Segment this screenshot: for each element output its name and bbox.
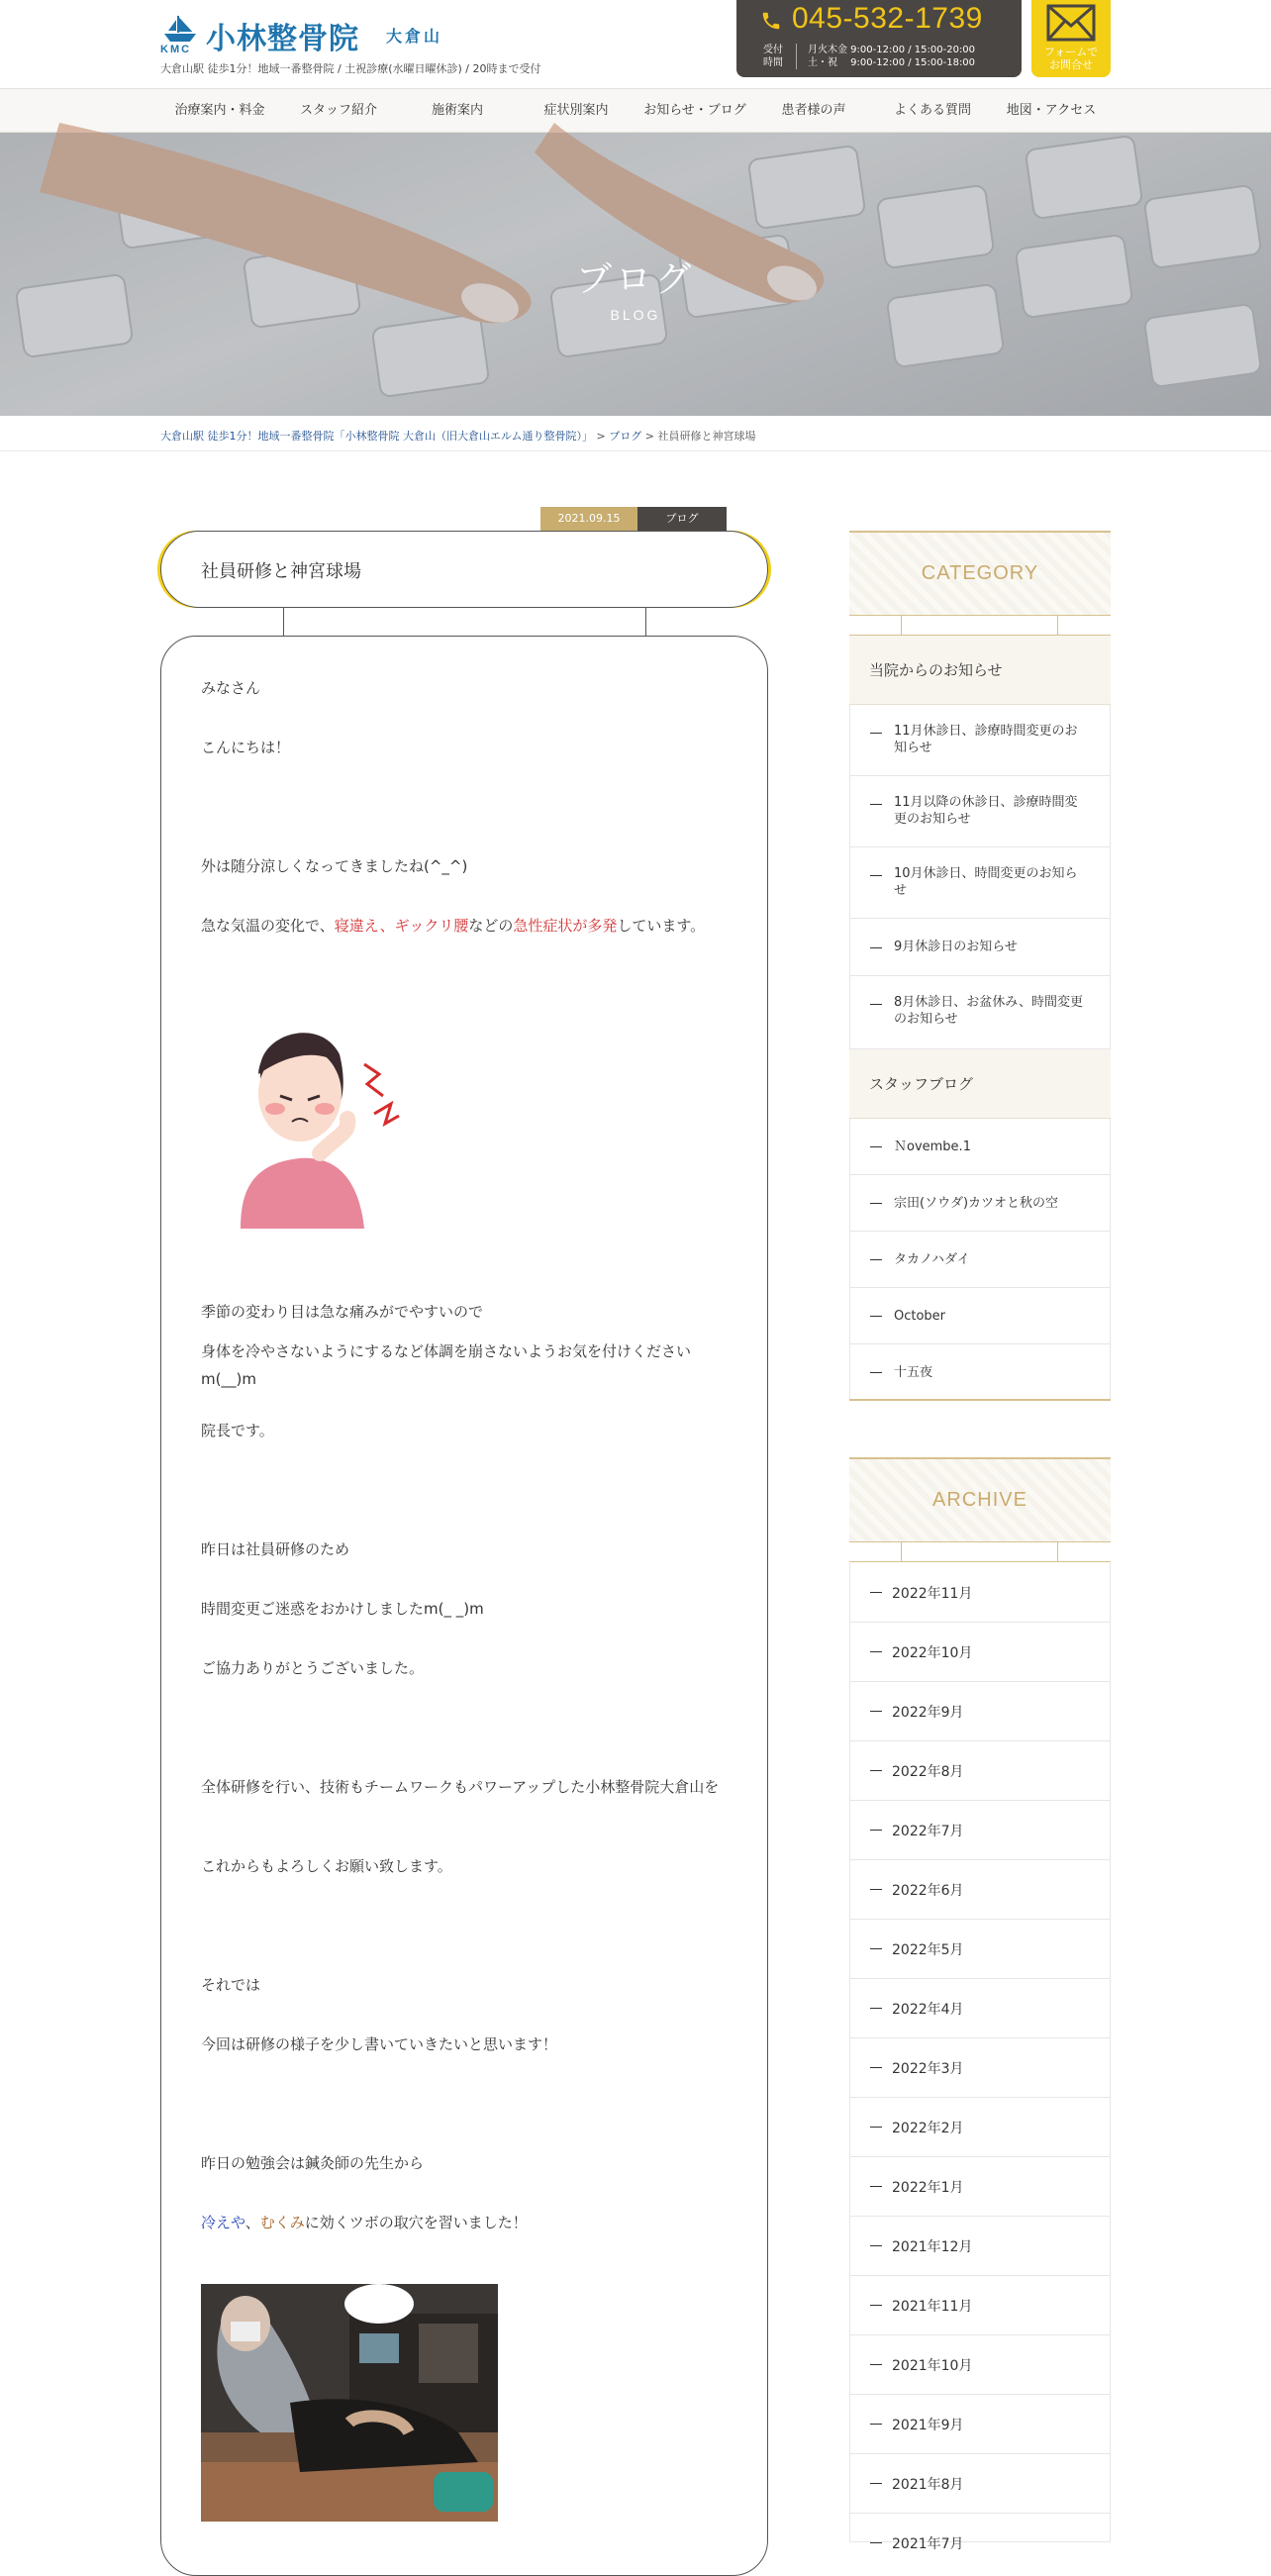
site-logo[interactable]: [160, 14, 457, 57]
post-category-badge[interactable]: ブログ: [637, 507, 727, 531]
nav-item-staff[interactable]: スタッフ紹介: [299, 103, 377, 118]
nav-item-news-blog[interactable]: お知らせ・ブログ: [643, 103, 746, 118]
nav-item-faq[interactable]: よくある質問: [893, 103, 971, 118]
logo-place: 大倉山: [386, 27, 443, 46]
sidebar-post-link[interactable]: [849, 1344, 1111, 1401]
sidebar-post-link[interactable]: [849, 976, 1111, 1049]
text-segment: などの: [468, 917, 514, 935]
decor-tick: [901, 616, 902, 636]
dash-icon: [870, 733, 882, 734]
main-nav: [0, 88, 1271, 133]
highlight-brown: むくみ: [259, 2214, 305, 2231]
archive-link[interactable]: [849, 2098, 1111, 2157]
dash-icon: [870, 1889, 882, 1890]
archive-link[interactable]: [849, 1623, 1111, 1682]
dash-icon: [870, 2067, 882, 2068]
nav-item-symptoms[interactable]: 症状別案内: [543, 103, 609, 118]
highlight-red: 寝違え: [334, 917, 380, 935]
hours-label: [758, 44, 788, 69]
dash-icon: [870, 1004, 882, 1005]
category-heading-decoration: [849, 616, 1111, 636]
sidebar-post-title: 11月以降の休診日、診療時間変更のお知らせ: [894, 795, 1078, 827]
phone-number[interactable]: 045-532-1739: [792, 2, 983, 35]
nav-item-access[interactable]: 地図・アクセス: [1006, 103, 1097, 118]
breadcrumb-home[interactable]: 大倉山駅 徒歩1分！地域一番整骨院「小林整骨院 大倉山（旧大倉山エルム通り整骨院）」: [160, 430, 594, 443]
dash-icon: [870, 1372, 882, 1373]
text-segment: に効くツボの取穴を習いました！: [304, 2214, 528, 2231]
post-paragraph: 季節の変わり目は急な痛みがでやすいので: [201, 1303, 484, 1321]
archive-label: 2022年11月: [892, 1586, 973, 1602]
archive-label: 2022年7月: [892, 1824, 964, 1839]
dash-icon: [870, 1948, 882, 1949]
archive-link[interactable]: [849, 1979, 1111, 2038]
post-title: 社員研修と神宮球場: [201, 561, 361, 582]
breadcrumb-current: 社員研修と神宮球場: [657, 430, 756, 443]
archive-link[interactable]: [849, 2395, 1111, 2454]
mail-icon: [1046, 4, 1096, 42]
post-paragraph: 時間変更ご迷惑をおかけしましたm(_ _)m: [201, 1600, 484, 1618]
phone-icon: [760, 10, 782, 32]
archive-label: 2021年8月: [892, 2477, 964, 2493]
archive-label: 2021年9月: [892, 2418, 964, 2433]
dash-icon: [870, 1203, 882, 1204]
dash-icon: [870, 1711, 882, 1712]
sidebar-post-title: Ｎovembe.1: [894, 1139, 971, 1154]
hours-label-line2: 時間: [763, 57, 783, 68]
sidebar-post-link[interactable]: [849, 847, 1111, 919]
archive-link[interactable]: [849, 2514, 1111, 2552]
archive-label: 2022年10月: [892, 1645, 973, 1661]
breadcrumb-blog[interactable]: ブログ: [609, 430, 642, 443]
sidebar-post-title: 十五夜: [894, 1365, 933, 1380]
category-group-notices[interactable]: 当院からのお知らせ: [849, 636, 1111, 705]
post-paragraph: [201, 2209, 735, 2236]
post-paragraph: 今回は研修の様子を少し書いていきたいと思います！: [201, 2035, 558, 2053]
logo-abbr: KMC: [160, 44, 192, 55]
archive-link[interactable]: [849, 2276, 1111, 2335]
post-paragraph: 昨日は社員研修のため: [201, 1540, 350, 1558]
form-label-line1: フォームで: [1043, 46, 1099, 58]
dash-icon: [870, 2245, 882, 2246]
text-segment: しています。: [617, 917, 706, 935]
decor-tick: [901, 1542, 902, 1562]
training-photo-image: [201, 2284, 498, 2522]
dash-icon: [870, 1146, 882, 1147]
dash-icon: [870, 2424, 882, 2425]
archive-link[interactable]: [849, 1741, 1111, 1801]
archive-label: 2022年4月: [892, 2002, 964, 2018]
highlight-blue: 冷えや: [201, 2214, 245, 2231]
archive-link[interactable]: [849, 2038, 1111, 2098]
sidebar-post-link[interactable]: [849, 919, 1111, 976]
sidebar-post-title: 10月休診日、時間変更のお知らせ: [894, 866, 1078, 898]
nav-item-procedures[interactable]: 施術案内: [431, 103, 483, 118]
dash-icon: [870, 1651, 882, 1652]
category-group-staff-blog[interactable]: スタッフブログ: [849, 1049, 1111, 1119]
dash-icon: [870, 1592, 882, 1593]
sidebar-post-link[interactable]: [849, 1175, 1111, 1232]
sidebar-post-link[interactable]: [849, 1119, 1111, 1175]
sidebar-post-link[interactable]: [849, 705, 1111, 776]
sidebar-post-title: 9月休診日のお知らせ: [894, 940, 1018, 954]
archive-link[interactable]: [849, 1860, 1111, 1920]
post-paragraph: 院長です。: [201, 1422, 274, 1439]
post-paragraph: 外は随分涼しくなってきましたね(^_^): [201, 857, 468, 875]
nav-item-voices[interactable]: 患者様の声: [781, 103, 846, 118]
decor-tick: [1057, 616, 1058, 636]
text-segment: 急な気温の変化で、: [201, 917, 335, 935]
category-heading: CATEGORY: [921, 562, 1039, 584]
highlight-red: 急性症状が多発: [513, 917, 618, 935]
post-paragraph: 昨日の勉強会は鍼灸師の先生から: [201, 2154, 425, 2172]
title-connector-left: [283, 608, 284, 636]
post-paragraph: これからもよろしくお願い致します。: [201, 1857, 452, 1875]
decor-tick: [1057, 1542, 1058, 1562]
sidebar-post-title: 宗田(ソウダ)カツオと秋の空: [894, 1196, 1059, 1211]
post-paragraph: 全体研修を行い、技術もチームワークもパワーアップした小林整骨院大倉山を: [201, 1778, 720, 1796]
dash-icon: [870, 875, 882, 876]
archive-link[interactable]: [849, 2157, 1111, 2217]
post-title-box: [160, 531, 768, 608]
highlight-red: ギックリ腰: [394, 917, 469, 935]
header-tagline: 大倉山駅 徒歩1分！地域一番整骨院 / 土祝診療(水曜日曜休診) / 20時まで受付: [160, 62, 541, 75]
dash-icon: [870, 947, 882, 948]
archive-label: 2022年2月: [892, 2121, 964, 2136]
dash-icon: [870, 2127, 882, 2128]
dash-icon: [870, 1830, 882, 1831]
title-connector-right: [645, 608, 646, 636]
post-body: [160, 636, 768, 2576]
archive-link[interactable]: [849, 2217, 1111, 2276]
archive-heading-box: [849, 1457, 1111, 1542]
logo-name: 小林整骨院: [206, 22, 359, 56]
archive-link[interactable]: [849, 2454, 1111, 2514]
dash-icon: [870, 2186, 882, 2187]
page-title: ブログ: [575, 259, 695, 300]
sidebar-post-title: October: [894, 1309, 946, 1324]
post-paragraph: [201, 912, 735, 940]
breadcrumb-sep: >: [641, 430, 658, 443]
hours-weekday: 月火木金 9:00-12:00 / 15:00-20:00: [808, 45, 976, 55]
post-paragraph: 身体を冷やさないようにするなど体調を崩さないようお気を付けください m(__)m: [201, 1342, 692, 1388]
dash-icon: [870, 2305, 882, 2306]
post-paragraph: それでは: [201, 1976, 261, 1994]
post-paragraph: みなさん: [201, 679, 261, 697]
archive-link[interactable]: [849, 2335, 1111, 2395]
archive-link[interactable]: [849, 1801, 1111, 1860]
hours-divider: [796, 44, 797, 69]
archive-label: 2021年10月: [892, 2358, 973, 2374]
archive-heading-decoration: [849, 1542, 1111, 1562]
hours-weekend: 土・祝 9:00-12:00 / 15:00-18:00: [808, 57, 976, 68]
dash-icon: [870, 1316, 882, 1317]
dash-icon: [870, 804, 882, 805]
post-paragraph: こんにちは！: [201, 739, 291, 756]
dash-icon: [870, 2483, 882, 2484]
sidebar-post-link[interactable]: [849, 1232, 1111, 1288]
archive-label: 2021年12月: [892, 2239, 973, 2255]
text-segment: 、: [244, 2214, 260, 2231]
neck-pain-illustration: [201, 1005, 409, 1229]
dash-icon: [870, 1770, 882, 1771]
sidebar-post-title: タカノハダイ: [894, 1252, 970, 1267]
post-paragraph: ご協力ありがとうございました。: [201, 1659, 425, 1677]
site-header: [0, 0, 1271, 87]
form-label-line2: お問合せ: [1049, 58, 1093, 71]
archive-label: 2022年9月: [892, 1705, 964, 1721]
archive-heading: ARCHIVE: [932, 1489, 1027, 1511]
sidebar-post-link[interactable]: [849, 776, 1111, 847]
nav-item-treatment-fees[interactable]: 治療案内・料金: [174, 103, 265, 118]
dash-icon: [870, 2364, 882, 2365]
archive-link[interactable]: [849, 1682, 1111, 1741]
archive-link[interactable]: [849, 1920, 1111, 1979]
sidebar-post-title: 11月休診日、診療時間変更のお知らせ: [894, 724, 1078, 755]
contact-form-button[interactable]: [1031, 0, 1111, 77]
archive-label: 2022年3月: [892, 2061, 964, 2077]
archive-label: 2021年7月: [892, 2536, 964, 2552]
hero-banner: [0, 133, 1271, 416]
archive-label: 2021年11月: [892, 2299, 973, 2315]
breadcrumb-sep: >: [593, 430, 610, 443]
archive-label: 2022年5月: [892, 1942, 964, 1958]
contact-form-label: [1031, 46, 1111, 71]
post-date: 2021.09.15: [540, 507, 637, 531]
dash-icon: [870, 1259, 882, 1260]
page-subtitle: BLOG: [610, 307, 661, 323]
hours-label-line1: 受付: [763, 45, 783, 55]
archive-label: 2022年8月: [892, 1764, 964, 1780]
dash-icon: [870, 2008, 882, 2009]
archive-label: 2022年6月: [892, 1883, 964, 1899]
training-photo: [201, 2284, 498, 2522]
phone-box[interactable]: [736, 0, 1022, 77]
dash-icon: [870, 2542, 882, 2543]
category-heading-box: [849, 531, 1111, 616]
ship-logo-icon: [160, 14, 200, 46]
business-hours: [808, 44, 975, 69]
archive-link[interactable]: [849, 1563, 1111, 1623]
breadcrumb: [0, 416, 1271, 451]
archive-label: 2022年1月: [892, 2180, 964, 2196]
sidebar-post-link[interactable]: [849, 1288, 1111, 1344]
highlight-red: 、: [379, 917, 395, 935]
category-bottom-border: [849, 1399, 1111, 1401]
sidebar-post-title: 8月休診日、お盆休み、時間変更のお知らせ: [894, 995, 1084, 1027]
